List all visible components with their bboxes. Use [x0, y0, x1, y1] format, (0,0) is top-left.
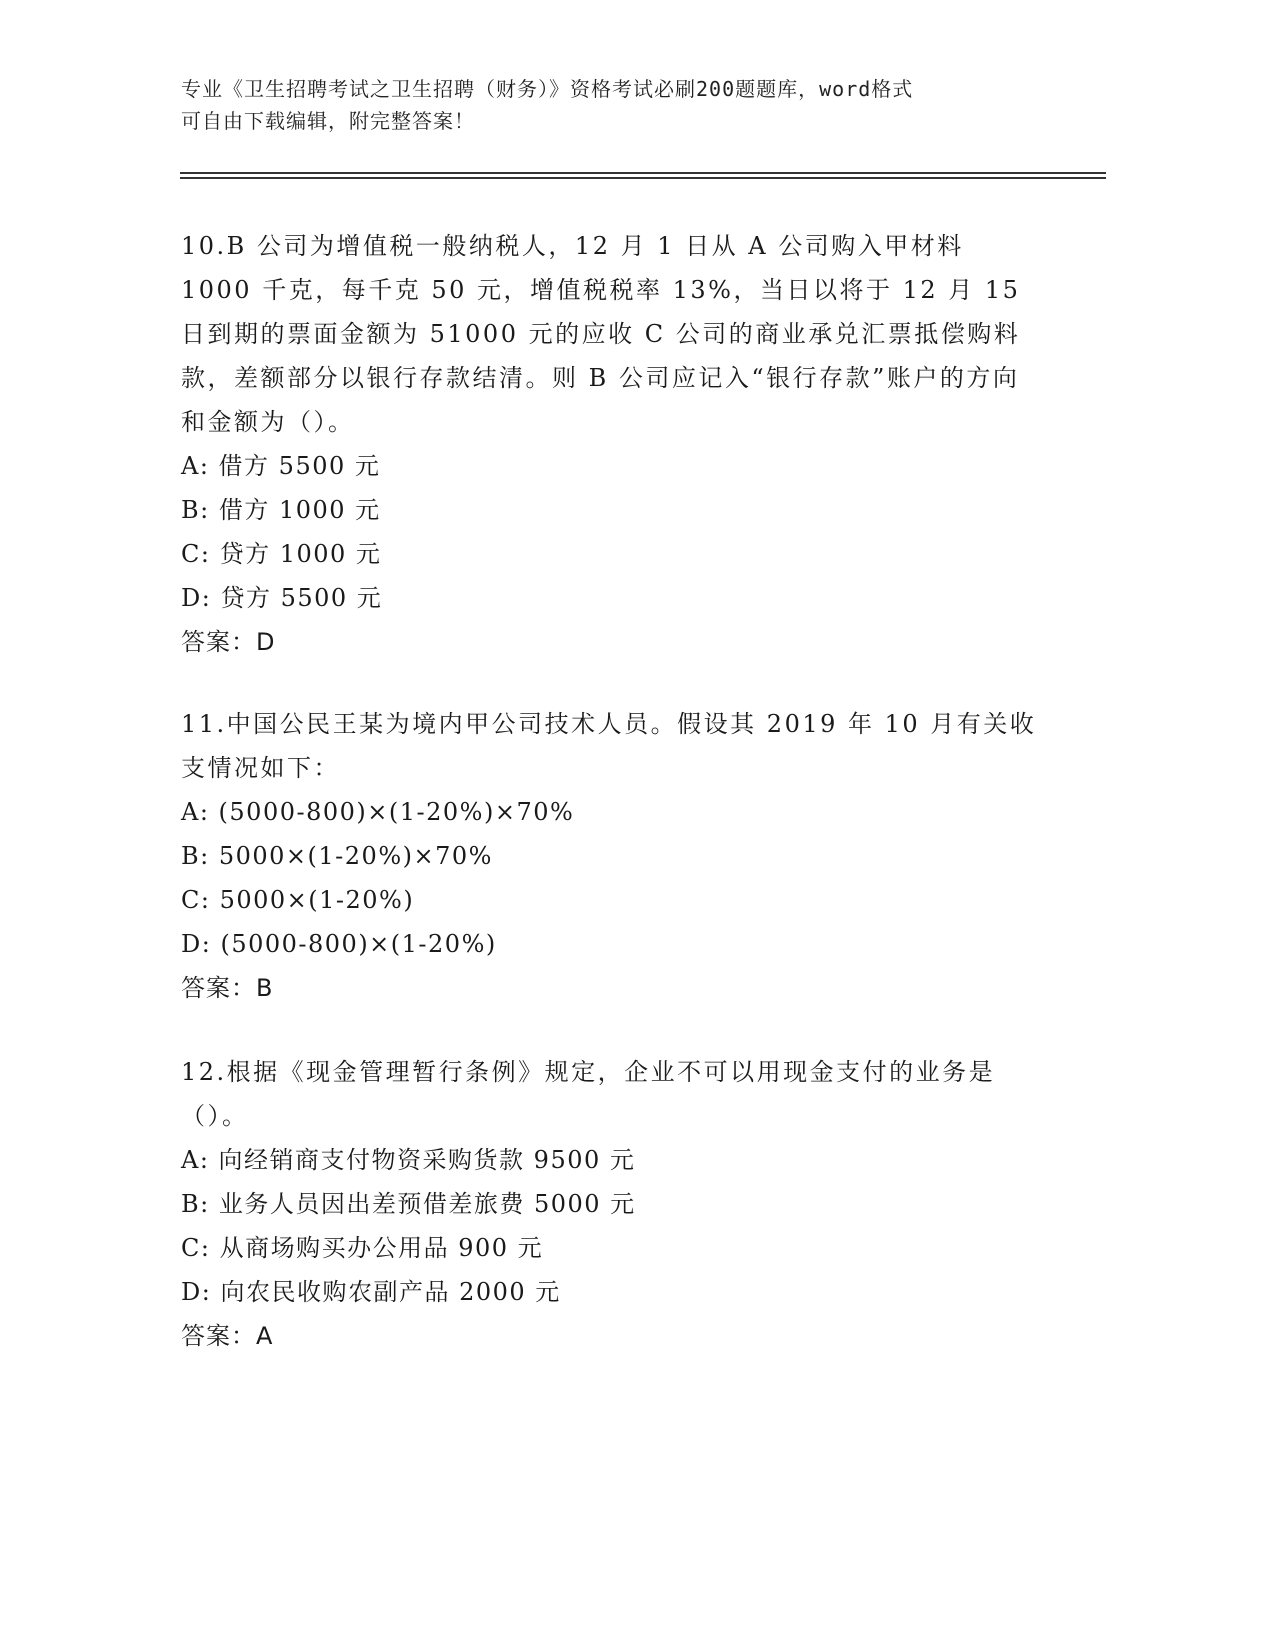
- document-header: [181, 73, 1061, 137]
- header-divider-top: [180, 172, 1106, 174]
- header-line-2: 可自由下载编辑，附完整答案！: [181, 109, 475, 133]
- header-divider-bottom: [180, 177, 1106, 179]
- question-12: [181, 1050, 1041, 1358]
- question-10: [181, 224, 1041, 664]
- question-11: [181, 702, 1041, 1010]
- option-a: A: 借方 5500 元: [181, 452, 381, 480]
- question-stem: 12.根据《现金管理暂行条例》规定，企业不可以用现金支付的业务是（）。: [181, 1058, 996, 1130]
- option-a: A: (5000-800)×(1-20%)×70%: [181, 798, 575, 826]
- option-c: C: 贷方 1000 元: [181, 540, 382, 568]
- option-b: B: 业务人员因出差预借差旅费 5000 元: [181, 1190, 636, 1218]
- answer-line: 答案：D: [181, 628, 276, 656]
- option-d: D: 贷方 5500 元: [181, 584, 383, 612]
- question-stem: 10.B 公司为增值税一般纳税人，12 月 1 日从 A 公司购入甲材料 1000 千克，每千克 50 元，增值税税率 13%，当日以将于 12 月 15 日到期的票面金额为 51000 元的应收 C 公司的商业承兑汇票抵偿购料款，差额部分以银行存款结清。则 B 公司应记入“银行存款”账户的方向和金额为（）。: [181, 232, 1021, 436]
- option-d: D: 向农民收购农副产品 2000 元: [181, 1278, 561, 1306]
- option-b: B: 5000×(1-20%)×70%: [181, 842, 493, 870]
- option-b: B: 借方 1000 元: [181, 496, 381, 524]
- option-c: C: 5000×(1-20%): [181, 886, 415, 914]
- option-d: D: (5000-800)×(1-20%): [181, 930, 497, 958]
- option-a: A: 向经销商支付物资采购货款 9500 元: [181, 1146, 636, 1174]
- question-stem: 11.中国公民王某为境内甲公司技术人员。假设其 2019 年 10 月有关收支情况如下：: [181, 710, 1037, 782]
- answer-line: 答案：B: [181, 974, 274, 1002]
- header-line-1: 专业《卫生招聘考试之卫生招聘（财务）》资格考试必刷200题题库，word格式: [181, 77, 914, 101]
- option-c: C: 从商场购买办公用品 900 元: [181, 1234, 544, 1262]
- answer-line: 答案：A: [181, 1322, 274, 1350]
